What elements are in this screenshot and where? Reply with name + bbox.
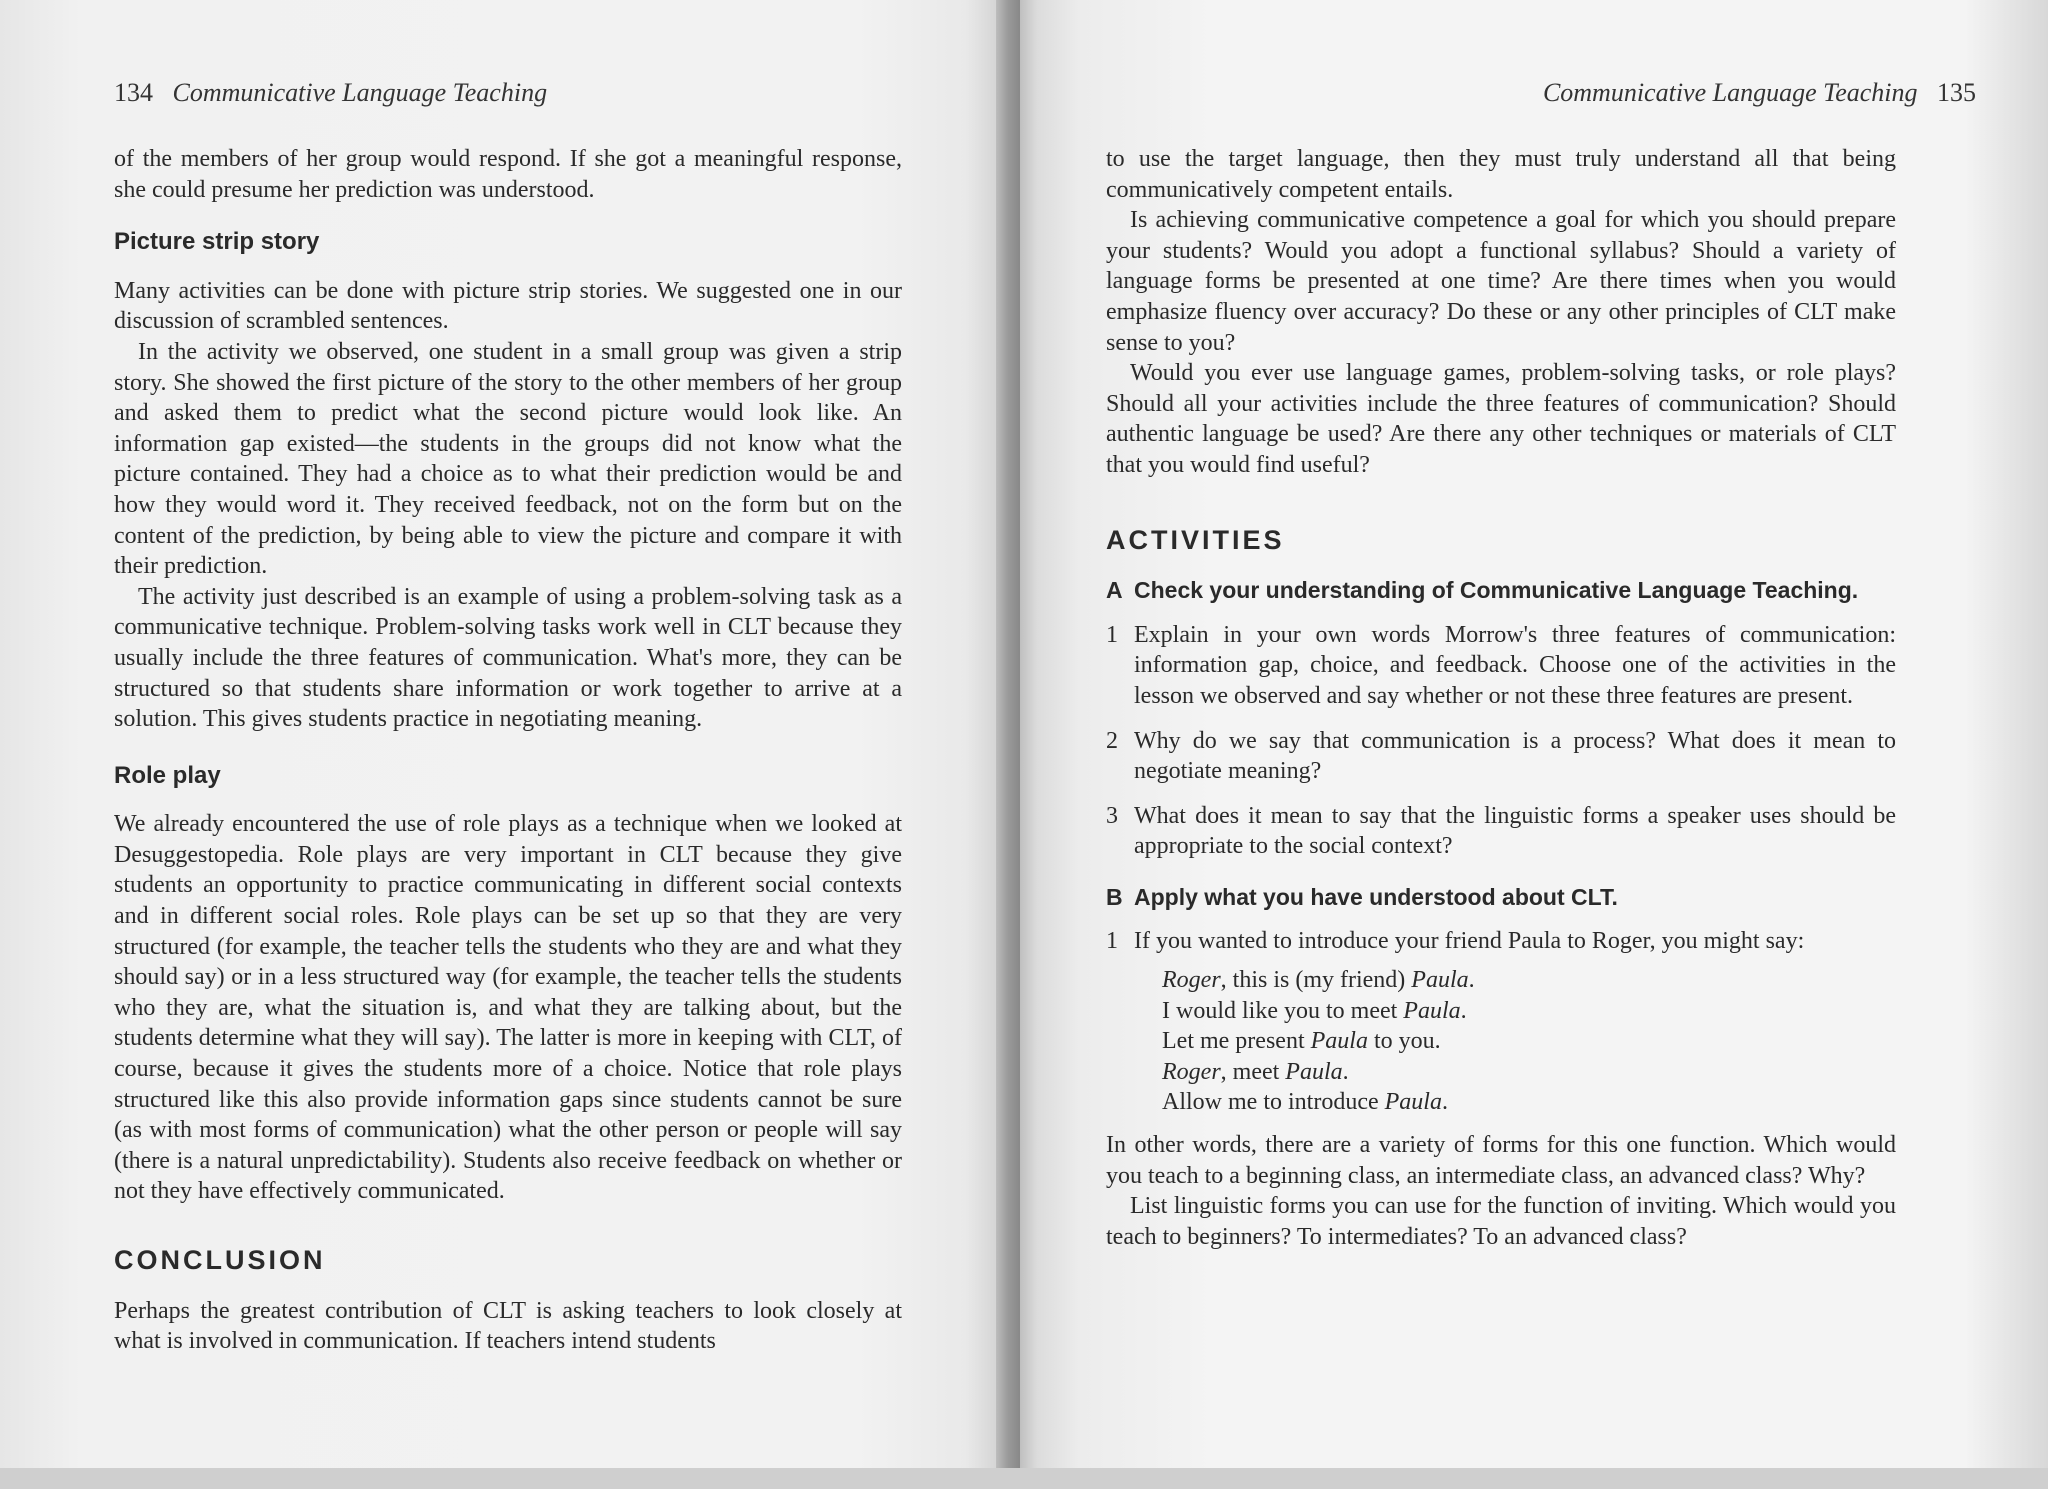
example-line: Roger, this is (my friend) Paula. — [1162, 967, 1475, 994]
right-paragraph-3: Would you ever use language games, problem-solving tasks, or role plays? Should all your activities include the three features of communication? Should authentic language be used? Are there any other techniques or materials of CLT that you would find useful? — [1106, 360, 1896, 478]
activities-heading: ACTIVITIES — [1106, 524, 1285, 555]
left-running-header — [114, 78, 547, 108]
right-page-number: 135 — [1937, 78, 1976, 107]
task-a-item-1-text: Explain in your own words Morrow's three features of communication: information gap, choice, and feedback. Choose one of the activities in the lesson we observed and say whether or not these three features are present. — [1134, 621, 1896, 709]
role-play-heading: Role play — [114, 761, 221, 789]
task-a-item-1 — [1106, 620, 1896, 712]
task-a-letter: A — [1106, 577, 1123, 604]
picture-strip-heading: Picture strip story — [114, 228, 320, 256]
task-b-letter: B — [1106, 883, 1123, 910]
left-running-title: Communicative Language Teaching — [172, 78, 548, 107]
task-b-follow-up-1: In other words, there are a variety of forms for this one function. Which would you teach to a beginning class, an intermediate class, an advanced class? Why? — [1106, 1132, 1896, 1189]
left-page-number: 134 — [114, 78, 153, 107]
task-a-item-2-text: Why do we say that communication is a process? What does it mean to negotiate meaning? — [1134, 727, 1896, 785]
example-line: I would like you to meet Paula. — [1162, 997, 1467, 1024]
introduction-examples — [1162, 965, 1896, 1118]
task-b-item-1-text: If you wanted to introduce your friend Paula to Roger, you might say: — [1134, 928, 1805, 955]
task-b-title: Apply what you have understood about CLT. — [1134, 883, 1618, 910]
task-a-item-3-number: 3 — [1106, 802, 1118, 829]
task-a-item-3-text: What does it mean to say that the linguistic forms a speaker uses should be appropriate to the social context? — [1134, 802, 1896, 860]
intro-paragraph: of the members of her group would respond. If she got a meaningful response, she could presume her prediction was understood. — [114, 146, 902, 203]
task-a-heading — [1106, 575, 1896, 606]
role-play-paragraph: We already encountered the use of role plays as a technique when we looked at Desuggestopedia. Role plays are very important in CLT because they give students an opportunity to practice communicating in different social contexts and in different social roles. Role plays can be set up so that they are very structured (for example, the teacher tells the students who they are and what they should say) or in a less structured way (for example, the teacher tells the students who they are, what the situation is, and what they are talking about, but the students determine what they will say). The latter is more in keeping with CLT, of course, because it gives the students more of a choice. Notice that role plays structured like this also provide information gaps since students cannot be sure (as with most forms of communication) what the other person or people will say (there is a natural unpredictability). Students also receive feedback on whether or not they have effectively communicated. — [114, 811, 902, 1205]
conclusion-paragraph: Perhaps the greatest contribution of CLT is asking teachers to look closely at what is involved in communication. If teachers intend students — [114, 1297, 902, 1355]
example-line: Roger, meet Paula. — [1162, 1058, 1349, 1085]
task-a-item-2-number: 2 — [1106, 727, 1118, 754]
picture-strip-paragraph-1: Many activities can be done with picture strip stories. We suggested one in our discussion of scrambled sentences. — [114, 277, 902, 335]
right-paragraph-2: Is achieving communicative competence a goal for which you should prepare your students? Would you adopt a functional syllabus? Should a variety of language forms be presented at one time? Are there times when you would emphasize fluency over accuracy? Do these or any other principles of CLT make sense to you? — [1106, 207, 1896, 356]
left-text-column — [114, 144, 902, 1357]
right-running-header — [1376, 78, 1976, 108]
picture-strip-paragraph-3: The activity just described is an example of using a problem-solving task as a communicative technique. Problem-solving tasks work well in CLT because they usually include the three features of communication. What's more, they can be structured so that students share information or work together to arrive at a solution. This gives students practice in negotiating meaning. — [114, 583, 902, 733]
task-a-item-1-number: 1 — [1106, 621, 1118, 648]
bottom-edge-shadow — [0, 1468, 2048, 1489]
example-line: Let me present Paula to you. — [1162, 1028, 1441, 1055]
task-b-follow-up-2: List linguistic forms you can use for the function of inviting. Which would you teach to beginners? To intermediates? To an advanced class? — [1106, 1193, 1896, 1250]
book-gutter — [996, 0, 1020, 1489]
left-page — [0, 0, 1006, 1489]
task-a-title: Check your understanding of Communicative Language Teaching. — [1134, 577, 1859, 604]
example-line: Allow me to introduce Paula. — [1162, 1089, 1448, 1116]
task-b-heading — [1106, 882, 1896, 913]
task-b-item-1 — [1106, 926, 1896, 957]
picture-strip-paragraph-2: In the activity we observed, one student in a small group was given a strip story. She showed the first picture of the story to the other members of her group and asked them to predict what the second picture would look like. An information gap existed—the students in the groups did not know what the picture contained. They had a choice as to what their prediction would be and how they would word it. They received feedback, not on the form but on the content of the prediction, by being able to view the picture and compare it with their prediction. — [114, 338, 902, 580]
conclusion-heading: CONCLUSION — [114, 1245, 326, 1275]
task-a-item-3 — [1106, 801, 1896, 862]
right-paragraph-1: to use the target language, then they must truly understand all that being communicatively competent entails. — [1106, 146, 1896, 203]
task-b-item-1-number: 1 — [1106, 928, 1118, 955]
task-a-item-2 — [1106, 726, 1896, 787]
right-running-title: Communicative Language Teaching — [1542, 78, 1918, 107]
right-text-column — [1106, 144, 1896, 1252]
